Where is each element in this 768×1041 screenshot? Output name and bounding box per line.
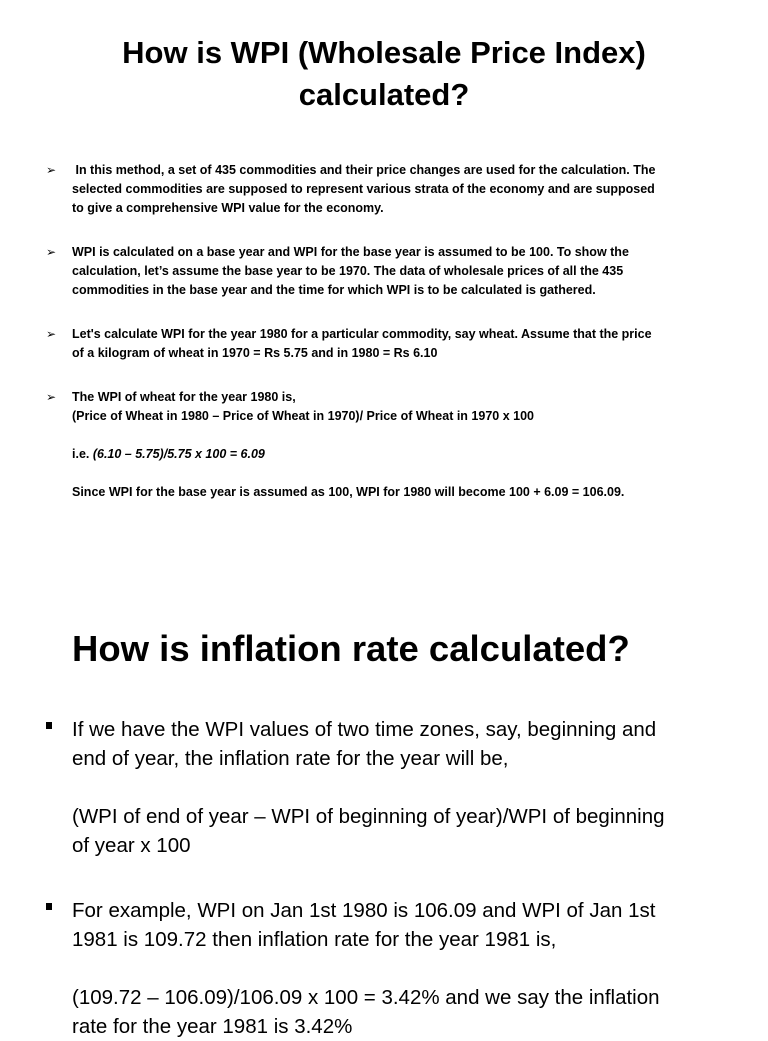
- inflation-title: How is inflation rate calculated?: [72, 628, 630, 669]
- bullet-line: end of year, the inflation rate for the year will be,: [72, 747, 509, 770]
- wpi-title-line-2: calculated?: [298, 77, 470, 112]
- arrow-bullet-icon: ➢: [46, 163, 57, 177]
- formula-line: (WPI of end of year – WPI of beginning of year)/WPI of beginning: [72, 805, 665, 828]
- spacer: [72, 773, 722, 802]
- wpi-conclusion: Since WPI for the base year is assumed as 100, WPI for 1980 will become 100 + 6.09 = 106.09.: [72, 485, 625, 499]
- bullet-line: (Price of Wheat in 1980 – Price of Wheat in 1970)/ Price of Wheat in 1970 x 100: [72, 409, 534, 423]
- bullet-line: selected commodities are supposed to represent various strata of the economy and are supposed: [72, 182, 655, 196]
- wpi-bullet-method: [72, 161, 722, 218]
- bullet-line: calculation, let’s assume the base year to be 1970. The data of wholesale prices of all the 435: [72, 264, 624, 278]
- bullet-line: WPI is calculated on a base year and WPI for the base year is assumed to be 100. To show the: [72, 245, 629, 259]
- bullet-line: For example, WPI on Jan 1st 1980 is 106.09 and WPI of Jan 1st: [72, 899, 656, 922]
- wpi-bullet-wheat-example: [72, 325, 722, 363]
- wpi-bullet-base-year: [72, 243, 722, 300]
- ie-formula-line: [72, 445, 722, 464]
- square-bullet-icon: [46, 903, 52, 910]
- inflation-bullet-example: [72, 896, 722, 1041]
- formula-line: (109.72 – 106.09)/106.09 x 100 = 3.42% and we say the inflation: [72, 986, 660, 1009]
- arrow-bullet-icon: ➢: [46, 245, 57, 259]
- inflation-bullet-formula: [72, 715, 722, 860]
- bullet-line: If we have the WPI values of two time zones, say, beginning and: [72, 718, 657, 741]
- square-bullet-icon: [46, 722, 52, 729]
- bullet-line: 1981 is 109.72 then inflation rate for the year 1981 is,: [72, 928, 557, 951]
- bullet-line: Let's calculate WPI for the year 1980 for a particular commodity, say wheat. Assume that the price: [72, 327, 652, 341]
- bullet-line: commodities in the base year and the time for which WPI is to be calculated is gathered.: [72, 283, 596, 297]
- spacer: [72, 426, 722, 445]
- wpi-title: [40, 32, 728, 116]
- bullet-line: In this method, a set of 435 commodities and their price changes are used for the calculation. The: [72, 163, 656, 177]
- formula-line: of year x 100: [72, 834, 191, 857]
- wpi-title-line-1: How is WPI (Wholesale Price Index): [122, 35, 646, 70]
- spacer: [72, 464, 722, 483]
- spacer: [72, 954, 722, 983]
- ie-formula: (6.10 – 5.75)/5.75 x 100 = 6.09: [92, 447, 265, 461]
- bullet-line: to give a comprehensive WPI value for the economy.: [72, 201, 384, 215]
- ie-prefix: i.e.: [72, 447, 93, 461]
- formula-line: rate for the year 1981 is 3.42%: [72, 1015, 353, 1038]
- arrow-bullet-icon: ➢: [46, 327, 57, 341]
- arrow-bullet-icon: ➢: [46, 390, 57, 404]
- bullet-line: The WPI of wheat for the year 1980 is,: [72, 390, 296, 404]
- wpi-bullet-wheat-calculation: [72, 388, 722, 502]
- bullet-line: of a kilogram of wheat in 1970 = Rs 5.75 and in 1980 = Rs 6.10: [72, 346, 438, 360]
